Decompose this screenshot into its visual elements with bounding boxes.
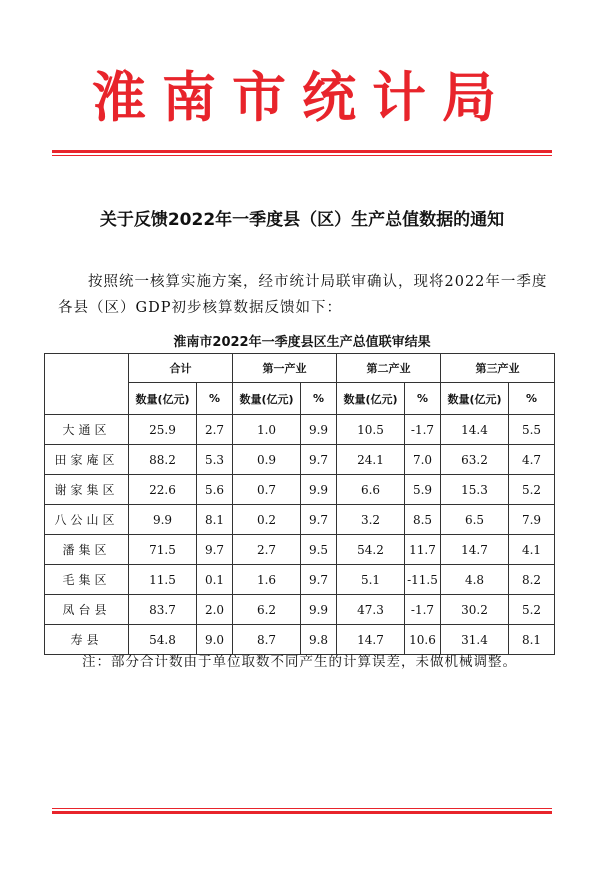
value-cell: 54.8: [129, 625, 197, 655]
value-cell: 8.5: [405, 505, 441, 535]
table-row: [45, 565, 555, 595]
region-cell: 潘集区: [45, 535, 129, 565]
table-row: [45, 475, 555, 505]
region-cell: 八公山区: [45, 505, 129, 535]
value-cell: 2.7: [197, 415, 233, 445]
group-header-total: 合计: [129, 354, 233, 383]
region-cell: 谢家集区: [45, 475, 129, 505]
sub-header-cell: 数量(亿元): [441, 383, 509, 415]
value-cell: 8.1: [197, 505, 233, 535]
value-cell: 9.7: [301, 505, 337, 535]
value-cell: 0.9: [233, 445, 301, 475]
group-header-primary: 第一产业: [233, 354, 337, 383]
sub-header-cell: %: [509, 383, 555, 415]
value-cell: 9.7: [197, 535, 233, 565]
value-cell: 9.9: [301, 415, 337, 445]
value-cell: 9.9: [301, 595, 337, 625]
value-cell: 9.9: [301, 475, 337, 505]
value-cell: 2.0: [197, 595, 233, 625]
table-row: [45, 595, 555, 625]
value-cell: 24.1: [337, 445, 405, 475]
body-paragraph: 按照统一核算实施方案，经市统计局联审确认，现将2022年一季度各县（区）GDP初步核算数据反馈如下：: [58, 274, 548, 316]
footnote: 注：部分合计数由于单位取数不同产生的计算误差，未做机械调整。: [82, 654, 517, 670]
value-cell: 4.7: [509, 445, 555, 475]
group-header-tertiary: 第三产业: [441, 354, 555, 383]
sub-header-cell: %: [197, 383, 233, 415]
table-row: [45, 415, 555, 445]
value-cell: 47.3: [337, 595, 405, 625]
value-cell: 0.1: [197, 565, 233, 595]
value-cell: 5.3: [197, 445, 233, 475]
value-cell: 2.7: [233, 535, 301, 565]
value-cell: 1.6: [233, 565, 301, 595]
table-group-header-row: [45, 354, 555, 383]
value-cell: 5.9: [405, 475, 441, 505]
value-cell: 5.1: [337, 565, 405, 595]
value-cell: 9.5: [301, 535, 337, 565]
value-cell: 3.2: [337, 505, 405, 535]
value-cell: 31.4: [441, 625, 509, 655]
value-cell: 10.5: [337, 415, 405, 445]
value-cell: 5.5: [509, 415, 555, 445]
value-cell: 11.5: [129, 565, 197, 595]
value-cell: 0.2: [233, 505, 301, 535]
value-cell: 9.9: [129, 505, 197, 535]
document-header-org-name: 淮南市统计局: [92, 65, 512, 129]
value-cell: 63.2: [441, 445, 509, 475]
region-cell: 大通区: [45, 415, 129, 445]
region-cell: 寿县: [45, 625, 129, 655]
value-cell: 54.2: [337, 535, 405, 565]
value-cell: -1.7: [405, 595, 441, 625]
value-cell: -11.5: [405, 565, 441, 595]
value-cell: 71.5: [129, 535, 197, 565]
value-cell: 11.7: [405, 535, 441, 565]
document-title: 关于反馈2022年一季度县（区）生产总值数据的通知: [99, 210, 505, 230]
value-cell: 14.4: [441, 415, 509, 445]
value-cell: 8.1: [509, 625, 555, 655]
table-body: [45, 415, 555, 655]
value-cell: 5.2: [509, 595, 555, 625]
value-cell: 14.7: [337, 625, 405, 655]
value-cell: -1.7: [405, 415, 441, 445]
table-row: [45, 505, 555, 535]
value-cell: 8.2: [509, 565, 555, 595]
value-cell: 5.2: [509, 475, 555, 505]
value-cell: 9.8: [301, 625, 337, 655]
value-cell: 9.7: [301, 445, 337, 475]
table-row: [45, 445, 555, 475]
value-cell: 6.5: [441, 505, 509, 535]
value-cell: 9.0: [197, 625, 233, 655]
value-cell: 30.2: [441, 595, 509, 625]
value-cell: 1.0: [233, 415, 301, 445]
value-cell: 9.7: [301, 565, 337, 595]
value-cell: 5.6: [197, 475, 233, 505]
value-cell: 14.7: [441, 535, 509, 565]
table-row: [45, 535, 555, 565]
sub-header-cell: %: [405, 383, 441, 415]
sub-header-cell: 数量(亿元): [129, 383, 197, 415]
value-cell: 0.7: [233, 475, 301, 505]
value-cell: 7.0: [405, 445, 441, 475]
value-cell: 15.3: [441, 475, 509, 505]
header-red-divider: [52, 150, 552, 156]
gdp-table: [44, 353, 555, 655]
region-header-cell: [45, 354, 129, 415]
region-cell: 凤台县: [45, 595, 129, 625]
value-cell: 6.2: [233, 595, 301, 625]
value-cell: 4.8: [441, 565, 509, 595]
value-cell: 7.9: [509, 505, 555, 535]
value-cell: 8.7: [233, 625, 301, 655]
group-header-secondary: 第二产业: [337, 354, 441, 383]
footer-red-divider: [52, 808, 552, 814]
value-cell: 88.2: [129, 445, 197, 475]
value-cell: 4.1: [509, 535, 555, 565]
sub-header-cell: 数量(亿元): [337, 383, 405, 415]
value-cell: 6.6: [337, 475, 405, 505]
value-cell: 22.6: [129, 475, 197, 505]
sub-header-cell: %: [301, 383, 337, 415]
region-cell: 毛集区: [45, 565, 129, 595]
region-cell: 田家庵区: [45, 445, 129, 475]
table-title: 淮南市2022年一季度县区生产总值联审结果: [173, 335, 431, 350]
value-cell: 10.6: [405, 625, 441, 655]
value-cell: 83.7: [129, 595, 197, 625]
sub-header-cell: 数量(亿元): [233, 383, 301, 415]
value-cell: 25.9: [129, 415, 197, 445]
